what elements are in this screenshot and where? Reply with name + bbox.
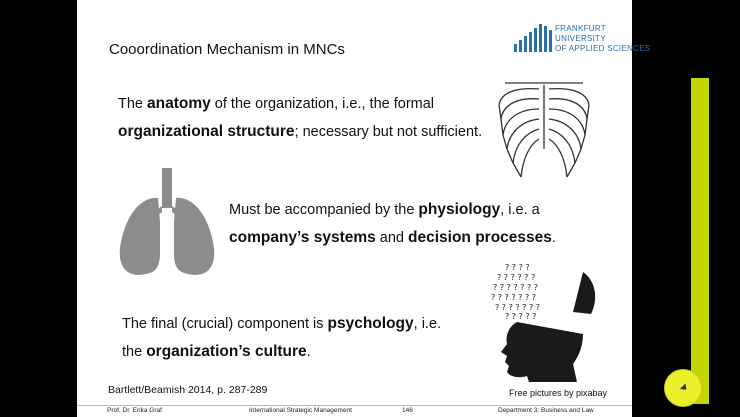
slide [77, 0, 651, 416]
accent-bar [691, 78, 709, 404]
anatomy-line-2: organizational structure; necessary but not sufficient. [118, 123, 483, 140]
psychology-line-2: the organization’s culture. [122, 343, 311, 360]
physiology-line-1: Must be accompanied by the physiology, i.e. a [229, 201, 540, 218]
footer-page-number: 146 [402, 407, 413, 414]
image-credit: Free pictures by pixabay [509, 388, 608, 398]
ribcage-icon [495, 79, 593, 185]
psychology-line-1: The final (crucial) component is psychology, i.e. [122, 315, 442, 332]
svg-text:? ? ? ? ? ?: ? ? ? ? ? ? [497, 273, 536, 282]
footer-department: Department 3: Business and Law [498, 407, 594, 414]
svg-text:? ? ? ? ? ? ?: ? ? ? ? ? ? ? [491, 293, 536, 302]
slide-title: Cooordination Mechanism in MNCs [109, 41, 345, 58]
physiology-line-2: company’s systems and decision processes. [229, 229, 556, 246]
svg-text:? ? ? ? ? ? ?: ? ? ? ? ? ? ? [495, 303, 540, 312]
svg-text:? ? ? ?: ? ? ? ? [505, 263, 530, 272]
head-icon [487, 252, 605, 382]
svg-text:? ? ? ? ? ? ?: ? ? ? ? ? ? ? [493, 283, 538, 292]
citation: Bartlett/Beamish 2014, p. 287-289 [108, 384, 268, 396]
lungs-icon [118, 168, 216, 278]
slide-footer [77, 405, 632, 417]
anatomy-line-1: The anatomy of the organization, i.e., the formal [118, 95, 435, 112]
footer-course: International Strategic Management [249, 407, 352, 414]
footer-author: Prof. Dr. Erika Graf [107, 407, 162, 414]
svg-text:? ? ? ? ?: ? ? ? ? ? [505, 312, 537, 321]
university-logo-text: FRANKFURT UNIVERSITY OF APPLIED SCIENCES [555, 24, 651, 53]
